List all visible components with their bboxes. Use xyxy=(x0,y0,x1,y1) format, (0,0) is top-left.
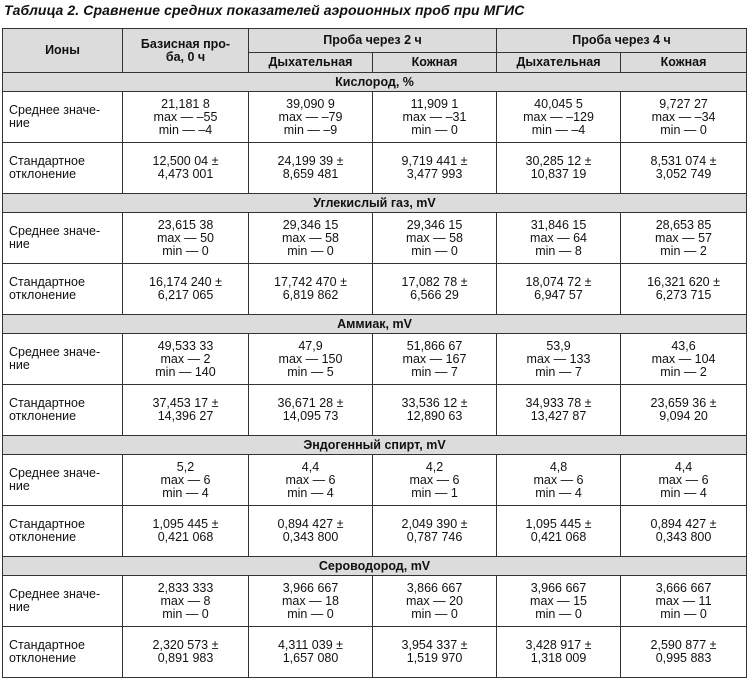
cell-line: 0,995 883 xyxy=(655,651,712,665)
std-cell xyxy=(249,627,373,678)
cell-line: 39,090 9 xyxy=(286,96,335,111)
cell-line: 9,719 441 ± xyxy=(401,154,468,168)
std-cell xyxy=(373,385,497,436)
cell-line: 29,346 15 xyxy=(406,217,463,232)
cell-line: max — 58 xyxy=(282,230,339,245)
cell-line: 1,318 009 xyxy=(530,651,587,665)
cell-line: 5,2 xyxy=(176,459,195,474)
header-2h-respiratory: Дыхательная xyxy=(249,53,373,73)
cell-line: 43,6 xyxy=(671,338,696,353)
header-ions: Ионы xyxy=(3,29,123,73)
cell-line: 2,590 877 ± xyxy=(650,638,717,652)
mean-cell xyxy=(621,213,747,264)
cell-line: max — 50 xyxy=(157,230,214,245)
std-cell xyxy=(497,627,621,678)
cell-line: 9,727 27 xyxy=(659,96,708,111)
mean-cell xyxy=(123,576,249,627)
mean-label-line: Среднее значе- xyxy=(9,103,101,117)
cell-line: 12,890 63 xyxy=(406,409,463,423)
cell-line: max — –55 xyxy=(153,109,218,124)
cell-line: 0,891 983 xyxy=(157,651,214,665)
section-row xyxy=(3,436,747,455)
mean-label-line: ние xyxy=(9,479,30,493)
table-caption: Таблица 2. Сравнение средних показателей аэроионных проб при МГИС xyxy=(4,2,525,18)
cell-line: 4,4 xyxy=(301,459,320,474)
header-4h-skin: Кожная xyxy=(621,53,747,73)
cell-line: 4,8 xyxy=(549,459,568,474)
cell-line: 0,343 800 xyxy=(655,530,712,544)
mean-cell xyxy=(621,334,747,385)
std-cell xyxy=(497,143,621,194)
cell-line: max — 133 xyxy=(526,351,591,366)
std-cell xyxy=(123,385,249,436)
mean-cell xyxy=(621,92,747,143)
mean-cell xyxy=(373,576,497,627)
table-body xyxy=(3,73,747,678)
std-label-line: Стандартное xyxy=(9,517,85,531)
cell-line: min — –4 xyxy=(158,122,213,137)
header-4h-respiratory: Дыхательная xyxy=(497,53,621,73)
cell-line: 28,653 85 xyxy=(655,217,712,232)
cell-line: 0,894 427 ± xyxy=(650,517,717,531)
mean-cell xyxy=(123,213,249,264)
std-cell xyxy=(123,143,249,194)
cell-line: 6,947 57 xyxy=(534,288,583,302)
std-cell xyxy=(249,506,373,557)
cell-line: 23,615 38 xyxy=(157,217,214,232)
cell-line: 3,966 667 xyxy=(530,580,587,595)
cell-line: 3,428 917 ± xyxy=(525,638,592,652)
section-title: Кислород, % xyxy=(3,73,747,92)
mean-row xyxy=(3,455,747,506)
cell-line: 1,095 445 ± xyxy=(152,517,219,531)
cell-line: 6,273 715 xyxy=(655,288,712,302)
cell-line: 16,321 620 ± xyxy=(647,275,720,289)
cell-line: 4,473 001 xyxy=(157,167,214,181)
std-label-line: отклонение xyxy=(9,167,77,181)
std-cell xyxy=(621,143,747,194)
cell-line: min — 140 xyxy=(155,364,216,379)
cell-line: 1,519 970 xyxy=(406,651,463,665)
cell-line: max — 64 xyxy=(530,230,587,245)
table-header xyxy=(3,29,747,73)
cell-line: 30,285 12 ± xyxy=(525,154,592,168)
cell-line: 40,045 5 xyxy=(534,96,583,111)
mean-cell xyxy=(373,455,497,506)
cell-line: max — –31 xyxy=(402,109,467,124)
std-cell xyxy=(249,143,373,194)
cell-line: 47,9 xyxy=(298,338,323,353)
cell-line: max — 6 xyxy=(658,472,709,487)
mean-row xyxy=(3,334,747,385)
section-row xyxy=(3,194,747,213)
cell-line: 1,657 080 xyxy=(282,651,339,665)
cell-line: max — –79 xyxy=(278,109,343,124)
comparison-table xyxy=(2,28,747,678)
cell-line: 29,346 15 xyxy=(282,217,339,232)
cell-line: 33,536 12 ± xyxy=(401,396,468,410)
cell-line: max — 2 xyxy=(160,351,211,366)
cell-line: 3,866 667 xyxy=(406,580,463,595)
std-row xyxy=(3,385,747,436)
cell-line: min — 4 xyxy=(660,485,707,500)
std-cell xyxy=(497,506,621,557)
header-2h-skin: Кожная xyxy=(373,53,497,73)
cell-line: 17,742 470 ± xyxy=(274,275,347,289)
mean-cell xyxy=(497,92,621,143)
cell-line: min — 0 xyxy=(660,606,707,621)
std-label-line: Стандартное xyxy=(9,396,85,410)
std-cell xyxy=(123,264,249,315)
cell-line: min — 4 xyxy=(287,485,334,500)
cell-line: min — 0 xyxy=(411,243,458,258)
std-label-line: отклонение xyxy=(9,651,77,665)
cell-line: 6,217 065 xyxy=(157,288,214,302)
mean-cell xyxy=(249,334,373,385)
mean-cell xyxy=(123,92,249,143)
cell-line: min — 7 xyxy=(411,364,458,379)
std-cell xyxy=(123,506,249,557)
mean-label xyxy=(3,576,123,627)
mean-cell xyxy=(373,92,497,143)
mean-cell xyxy=(249,92,373,143)
mean-label xyxy=(3,213,123,264)
cell-line: max — 6 xyxy=(533,472,584,487)
cell-line: 3,052 749 xyxy=(655,167,712,181)
mean-label xyxy=(3,455,123,506)
std-cell xyxy=(621,385,747,436)
mean-row xyxy=(3,213,747,264)
cell-line: max — 20 xyxy=(406,593,463,608)
cell-line: 16,174 240 ± xyxy=(149,275,222,289)
cell-line: max — 167 xyxy=(402,351,467,366)
mean-label-line: Среднее значе- xyxy=(9,224,101,238)
cell-line: 2,833 333 xyxy=(157,580,214,595)
section-title: Эндогенный спирт, mV xyxy=(3,436,747,455)
cell-line: 12,500 04 ± xyxy=(152,154,219,168)
std-label-line: Стандартное xyxy=(9,154,85,168)
cell-line: min — 0 xyxy=(162,606,209,621)
cell-line: min — 4 xyxy=(535,485,582,500)
mean-cell xyxy=(373,334,497,385)
cell-line: 6,819 862 xyxy=(282,288,339,302)
cell-line: max — 15 xyxy=(530,593,587,608)
std-label-line: отклонение xyxy=(9,288,77,302)
mean-cell xyxy=(249,213,373,264)
mean-label-line: Среднее значе- xyxy=(9,345,101,359)
std-row xyxy=(3,627,747,678)
section-row xyxy=(3,557,747,576)
std-cell xyxy=(249,385,373,436)
section-title: Углекислый газ, mV xyxy=(3,194,747,213)
std-cell xyxy=(621,506,747,557)
cell-line: max — 11 xyxy=(655,593,712,608)
std-cell xyxy=(373,264,497,315)
mean-label-line: ние xyxy=(9,600,30,614)
cell-line: 18,074 72 ± xyxy=(525,275,592,289)
cell-line: 10,837 19 xyxy=(530,167,587,181)
mean-cell xyxy=(621,576,747,627)
mean-label xyxy=(3,334,123,385)
mean-cell xyxy=(497,334,621,385)
std-label xyxy=(3,506,123,557)
cell-line: 3,477 993 xyxy=(406,167,463,181)
std-cell xyxy=(123,627,249,678)
mean-cell xyxy=(497,455,621,506)
mean-cell xyxy=(249,455,373,506)
cell-line: min — 4 xyxy=(162,485,209,500)
mean-label-line: Среднее значе- xyxy=(9,466,101,480)
cell-line: 1,095 445 ± xyxy=(525,517,592,531)
cell-line: 4,4 xyxy=(674,459,693,474)
mean-cell xyxy=(249,576,373,627)
cell-line: min — 0 xyxy=(411,606,458,621)
cell-line: 11,909 1 xyxy=(410,96,459,111)
mean-row xyxy=(3,576,747,627)
cell-line: 0,894 427 ± xyxy=(277,517,344,531)
cell-line: max — 104 xyxy=(651,351,716,366)
header-base-line2: ба, 0 ч xyxy=(165,49,206,64)
mean-label xyxy=(3,92,123,143)
section-row xyxy=(3,73,747,92)
cell-line: 24,199 39 ± xyxy=(277,154,344,168)
mean-label-line: Среднее значе- xyxy=(9,587,101,601)
mean-cell xyxy=(123,455,249,506)
cell-line: min — 7 xyxy=(535,364,582,379)
cell-line: min — 0 xyxy=(660,122,707,137)
cell-line: min — 0 xyxy=(535,606,582,621)
cell-line: min — 0 xyxy=(287,606,334,621)
cell-line: 0,787 746 xyxy=(406,530,463,544)
cell-line: 14,095 73 xyxy=(282,409,339,423)
cell-line: 8,659 481 xyxy=(282,167,339,181)
header-base-line1: Базисная про- xyxy=(140,36,231,51)
mean-label-line: ние xyxy=(9,116,30,130)
cell-line: max — 150 xyxy=(278,351,343,366)
cell-line: 51,866 67 xyxy=(406,338,463,353)
cell-line: min — 8 xyxy=(535,243,582,258)
cell-line: 49,533 33 xyxy=(157,338,214,353)
std-label xyxy=(3,627,123,678)
cell-line: 4,311 039 ± xyxy=(277,638,343,652)
cell-line: 9,094 20 xyxy=(659,409,708,423)
std-cell xyxy=(373,627,497,678)
cell-line: max — –129 xyxy=(523,109,594,124)
std-cell xyxy=(249,264,373,315)
section-row xyxy=(3,315,747,334)
cell-line: 34,933 78 ± xyxy=(525,396,592,410)
cell-line: 31,846 15 xyxy=(530,217,587,232)
cell-line: max — 6 xyxy=(409,472,460,487)
cell-line: min — 2 xyxy=(660,243,707,258)
mean-cell xyxy=(497,576,621,627)
cell-line: 3,954 337 ± xyxy=(401,638,468,652)
std-cell xyxy=(373,506,497,557)
section-title: Аммиак, mV xyxy=(3,315,747,334)
std-cell xyxy=(621,264,747,315)
std-label-line: Стандартное xyxy=(9,638,85,652)
mean-cell xyxy=(373,213,497,264)
cell-line: 0,343 800 xyxy=(282,530,339,544)
mean-cell xyxy=(497,213,621,264)
cell-line: max — 8 xyxy=(160,593,211,608)
section-title: Сероводород, mV xyxy=(3,557,747,576)
cell-line: max — 57 xyxy=(655,230,712,245)
std-row xyxy=(3,264,747,315)
mean-label-line: ние xyxy=(9,358,30,372)
cell-line: min — 5 xyxy=(287,364,334,379)
mean-label-line: ние xyxy=(9,237,30,251)
cell-line: min — –9 xyxy=(283,122,338,137)
std-label-line: Стандартное xyxy=(9,275,85,289)
header-test-2h: Проба через 2 ч xyxy=(249,29,497,53)
std-row xyxy=(3,506,747,557)
mean-cell xyxy=(621,455,747,506)
mean-cell xyxy=(123,334,249,385)
cell-line: 13,427 87 xyxy=(530,409,587,423)
std-row xyxy=(3,143,747,194)
cell-line: 36,671 28 ± xyxy=(277,396,344,410)
cell-line: max — 18 xyxy=(282,593,339,608)
cell-line: max — 6 xyxy=(285,472,336,487)
cell-line: 0,421 068 xyxy=(157,530,214,544)
std-label-line: отклонение xyxy=(9,409,77,423)
cell-line: 0,421 068 xyxy=(530,530,587,544)
cell-line: max — 58 xyxy=(406,230,463,245)
cell-line: 6,566 29 xyxy=(410,288,459,302)
cell-line: min — 2 xyxy=(660,364,707,379)
mean-row xyxy=(3,92,747,143)
cell-line: min — 0 xyxy=(411,122,458,137)
cell-line: 17,082 78 ± xyxy=(401,275,468,289)
std-cell xyxy=(621,627,747,678)
std-label xyxy=(3,264,123,315)
std-cell xyxy=(497,264,621,315)
cell-line: 53,9 xyxy=(546,338,571,353)
std-label xyxy=(3,385,123,436)
cell-line: 8,531 074 ± xyxy=(650,154,717,168)
cell-line: 4,2 xyxy=(425,459,444,474)
cell-line: min — 0 xyxy=(287,243,334,258)
cell-line: max — –34 xyxy=(651,109,716,124)
cell-line: min — –4 xyxy=(531,122,586,137)
cell-line: max — 6 xyxy=(160,472,211,487)
header-test-4h: Проба через 4 ч xyxy=(497,29,747,53)
cell-line: 21,181 8 xyxy=(161,96,210,111)
std-cell xyxy=(497,385,621,436)
cell-line: 23,659 36 ± xyxy=(650,396,717,410)
cell-line: 2,320 573 ± xyxy=(152,638,219,652)
cell-line: min — 0 xyxy=(162,243,209,258)
std-label xyxy=(3,143,123,194)
cell-line: 14,396 27 xyxy=(157,409,214,423)
cell-line: 2,049 390 ± xyxy=(401,517,468,531)
cell-line: 3,666 667 xyxy=(655,580,712,595)
header-base xyxy=(123,29,249,73)
std-label-line: отклонение xyxy=(9,530,77,544)
cell-line: 37,453 17 ± xyxy=(152,396,219,410)
std-cell xyxy=(373,143,497,194)
cell-line: min — 1 xyxy=(411,485,458,500)
cell-line: 3,966 667 xyxy=(282,580,339,595)
